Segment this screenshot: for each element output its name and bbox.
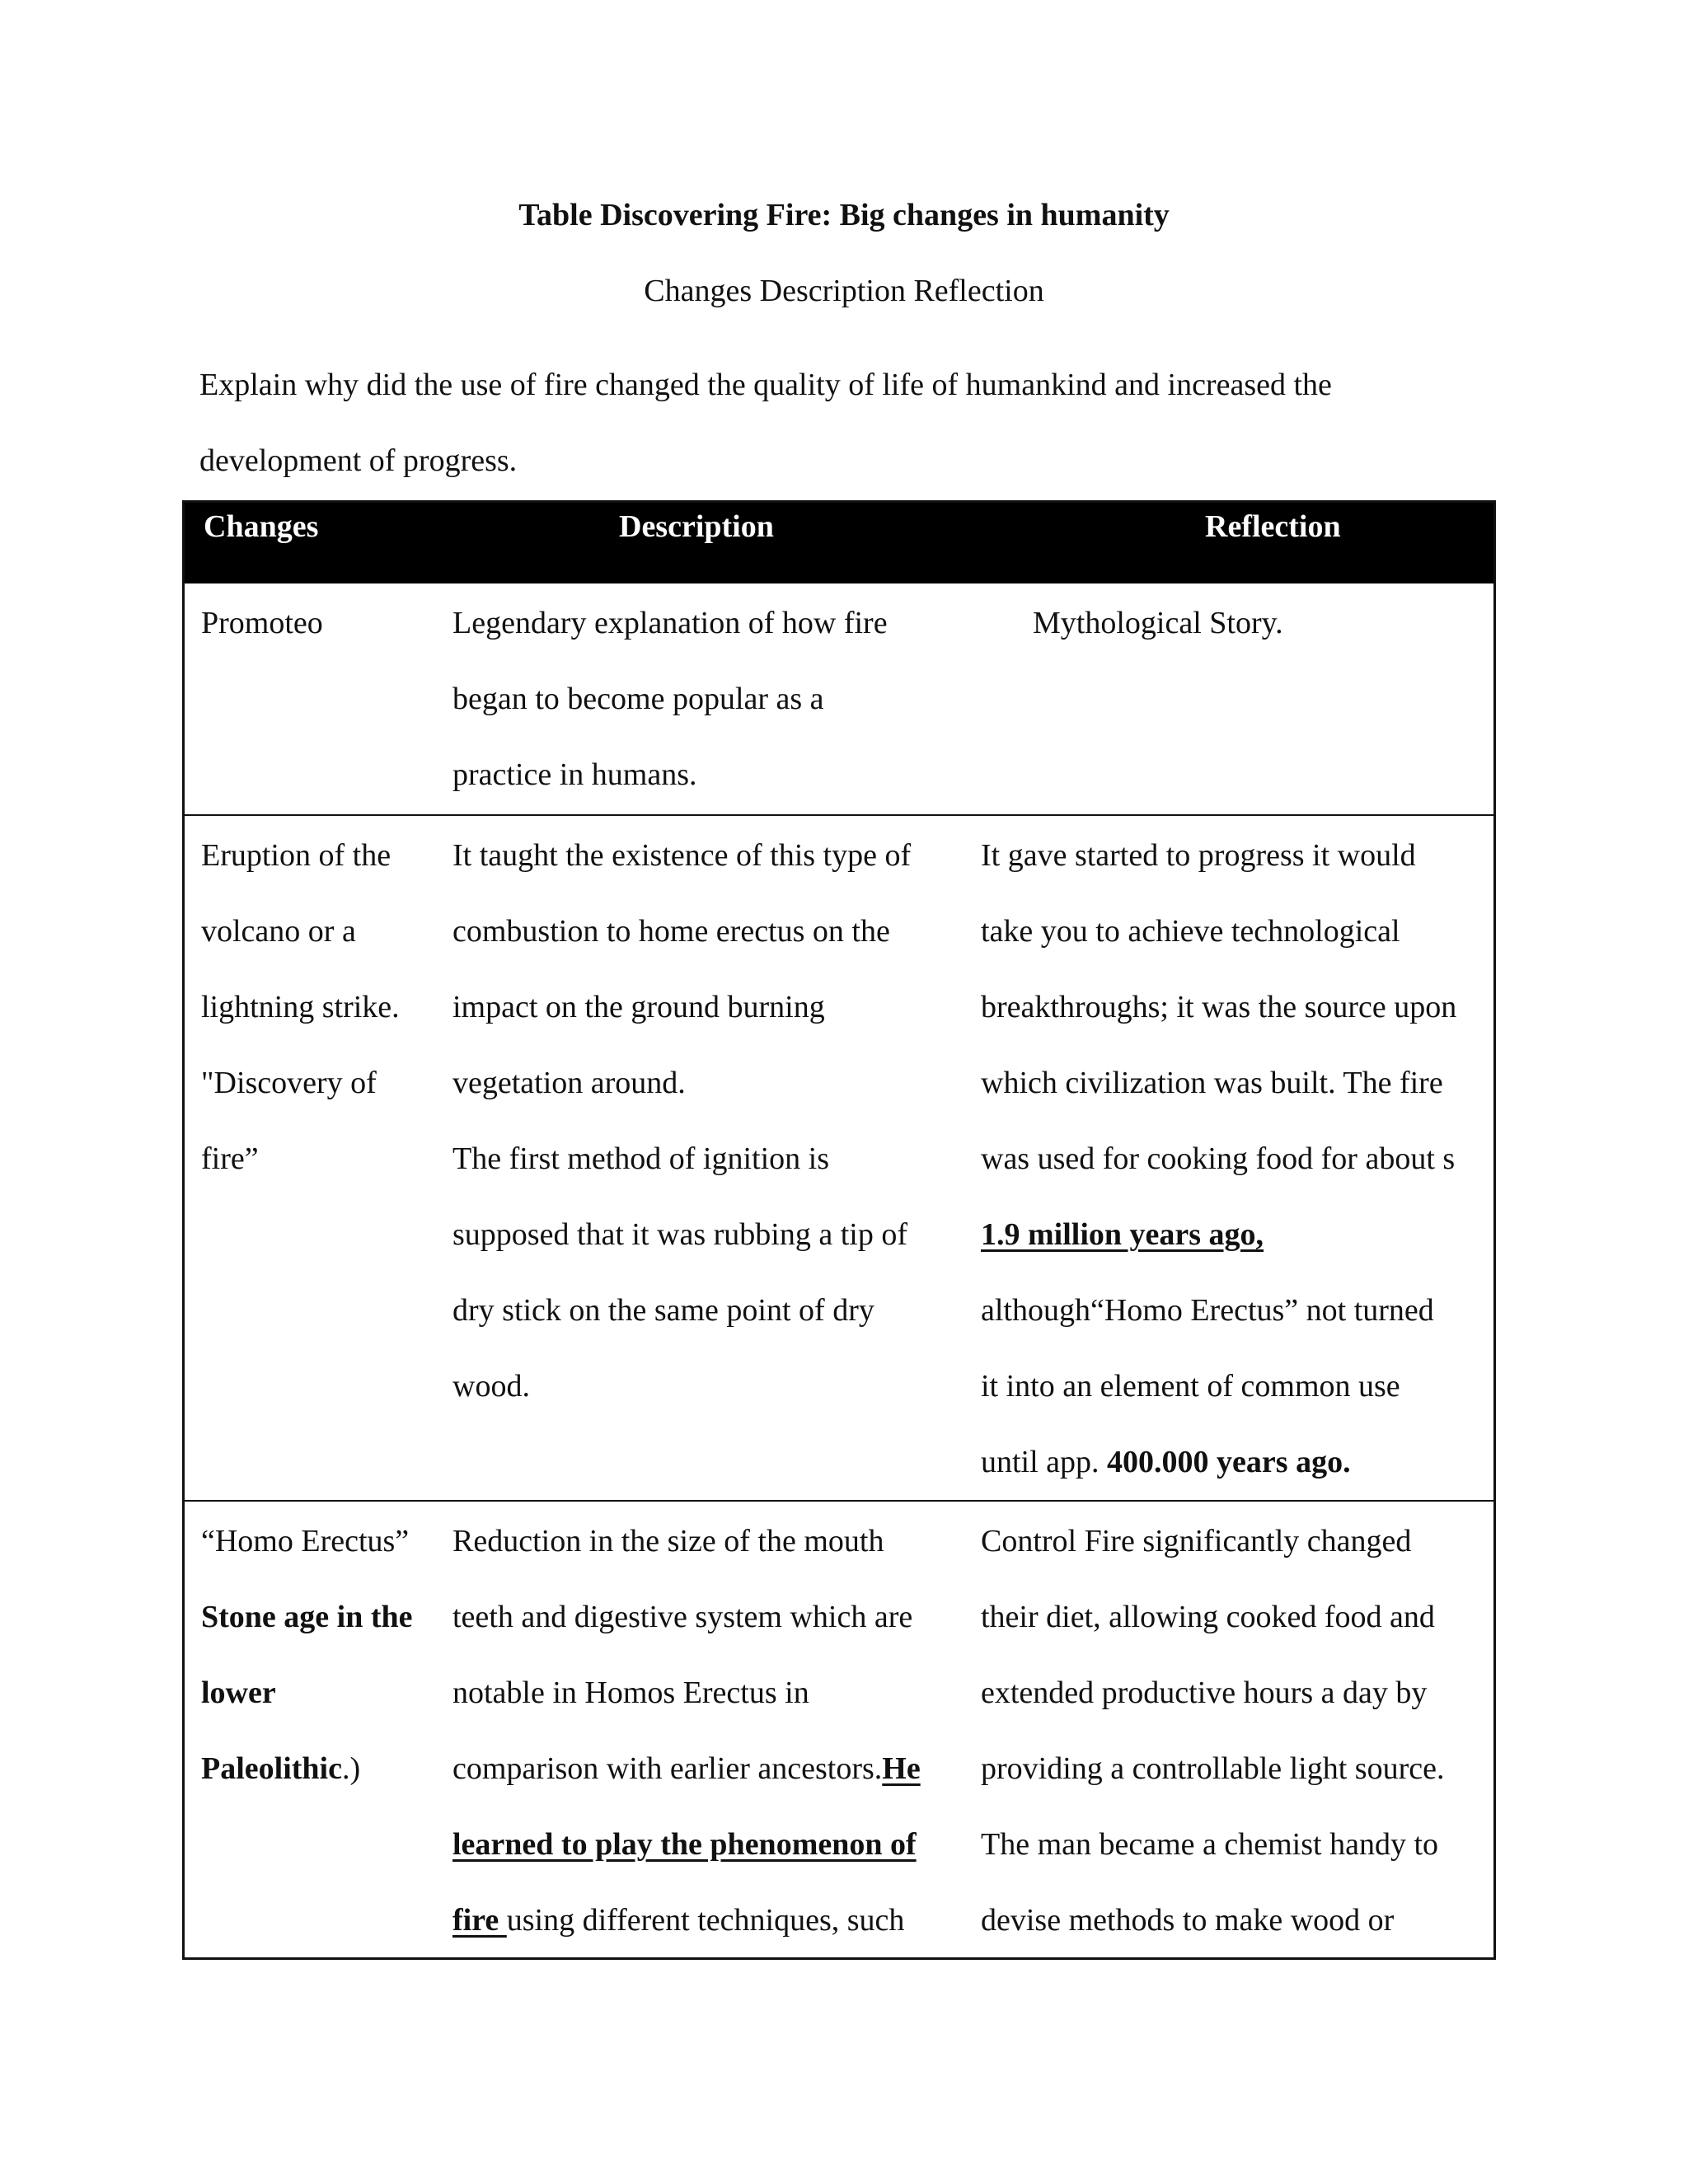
emphasis-text: He xyxy=(882,1751,921,1786)
cell-line: The man became a chemist handy to xyxy=(981,1827,1439,1862)
cell-line xyxy=(452,1731,955,1807)
cell-line: fire” xyxy=(201,1141,259,1176)
cell-changes xyxy=(201,818,448,1197)
table-row xyxy=(185,1502,1493,1957)
cell-reflection xyxy=(1033,585,1544,661)
cell-line: Promoteo xyxy=(201,606,323,640)
cell-line: Control Fire significantly changed xyxy=(981,1524,1412,1558)
cell-line xyxy=(981,1424,1492,1500)
cell-line: teeth and digestive system which are xyxy=(452,1600,913,1634)
header-changes: Changes xyxy=(204,509,319,544)
cell-description xyxy=(452,818,955,1424)
cell-line xyxy=(981,1197,1492,1272)
cell-line: although“Homo Erectus” not turned xyxy=(981,1293,1434,1328)
cell-description xyxy=(452,585,955,813)
table-header-row xyxy=(185,503,1493,583)
page-title: Table Discovering Fire: Big changes in humanity xyxy=(518,198,1170,232)
cell-line: impact on the ground burning xyxy=(452,990,825,1024)
cell-line: extended productive hours a day by xyxy=(981,1675,1428,1710)
cell-text: comparison with earlier ancestors. xyxy=(452,1751,883,1786)
cell-reflection xyxy=(981,1503,1492,1958)
cell-line: was used for cooking food for about s xyxy=(981,1141,1456,1176)
cell-line: wood. xyxy=(452,1369,530,1404)
emphasis-date: 400.000 years ago. xyxy=(1107,1445,1351,1479)
cell-line: it into an element of common use xyxy=(981,1369,1400,1404)
cell-line: “Homo Erectus” xyxy=(201,1524,410,1558)
cell-changes xyxy=(201,585,448,661)
table-row xyxy=(185,583,1493,816)
cell-line xyxy=(201,1731,448,1807)
cell-line: notable in Homos Erectus in xyxy=(452,1675,809,1710)
cell-line xyxy=(452,1807,955,1882)
cell-description xyxy=(452,1503,955,1958)
intro-line: development of progress. xyxy=(199,443,518,478)
cell-line: their diet, allowing cooked food and xyxy=(981,1600,1435,1634)
emphasis-date: 1.9 million years ago, xyxy=(981,1217,1264,1252)
cell-line: devise methods to make wood or xyxy=(981,1903,1395,1938)
cell-line: "Discovery of xyxy=(201,1066,377,1100)
cell-changes xyxy=(201,1503,448,1807)
cell-reflection xyxy=(981,818,1492,1500)
cell-line: began to become popular as a xyxy=(452,682,824,716)
cell-line: It taught the existence of this type of xyxy=(452,838,912,873)
page-subtitle: Changes Description Reflection xyxy=(644,274,1044,308)
cell-line: It gave started to progress it would xyxy=(981,838,1416,873)
header-description: Description xyxy=(619,509,774,544)
cell-text: until app. xyxy=(981,1445,1108,1479)
fire-changes-table xyxy=(182,500,1496,1960)
cell-line xyxy=(452,1882,955,1958)
table-row xyxy=(185,816,1493,1502)
intro-paragraph xyxy=(199,347,1502,499)
header-reflection: Reflection xyxy=(1205,509,1341,544)
cell-line: dry stick on the same point of dry xyxy=(452,1293,874,1328)
cell-text: .) xyxy=(341,1751,361,1786)
cell-line: practice in humans. xyxy=(452,757,697,792)
cell-line: which civilization was built. The fire xyxy=(981,1066,1443,1100)
cell-line: lightning strike. xyxy=(201,990,400,1024)
cell-line: supposed that it was rubbing a tip of xyxy=(452,1217,907,1252)
cell-line: take you to achieve technological xyxy=(981,914,1400,949)
intro-line: Explain why did the use of fire changed the quality of life of humankind and increased the xyxy=(199,368,1332,402)
cell-line: providing a controllable light source. xyxy=(981,1751,1445,1786)
cell-line: volcano or a xyxy=(201,914,356,949)
cell-line: Legendary explanation of how fire xyxy=(452,606,888,640)
cell-line: combustion to home erectus on the xyxy=(452,914,890,949)
cell-line: Mythological Story. xyxy=(1033,606,1283,640)
cell-line: lower xyxy=(201,1675,276,1710)
cell-line: breakthroughs; it was the source upon xyxy=(981,990,1457,1024)
cell-line: Reduction in the size of the mouth xyxy=(452,1524,884,1558)
emphasis-text: fire xyxy=(452,1903,507,1938)
cell-line: The first method of ignition is xyxy=(452,1141,830,1176)
emphasis-text: learned to play the phenomenon of xyxy=(452,1827,917,1862)
cell-line: Stone age in the xyxy=(201,1600,413,1634)
cell-text: using different techniques, such xyxy=(506,1903,905,1938)
emphasis-text: Paleolithic xyxy=(201,1751,342,1786)
cell-line: vegetation around. xyxy=(452,1066,686,1100)
cell-line: Eruption of the xyxy=(201,838,392,873)
